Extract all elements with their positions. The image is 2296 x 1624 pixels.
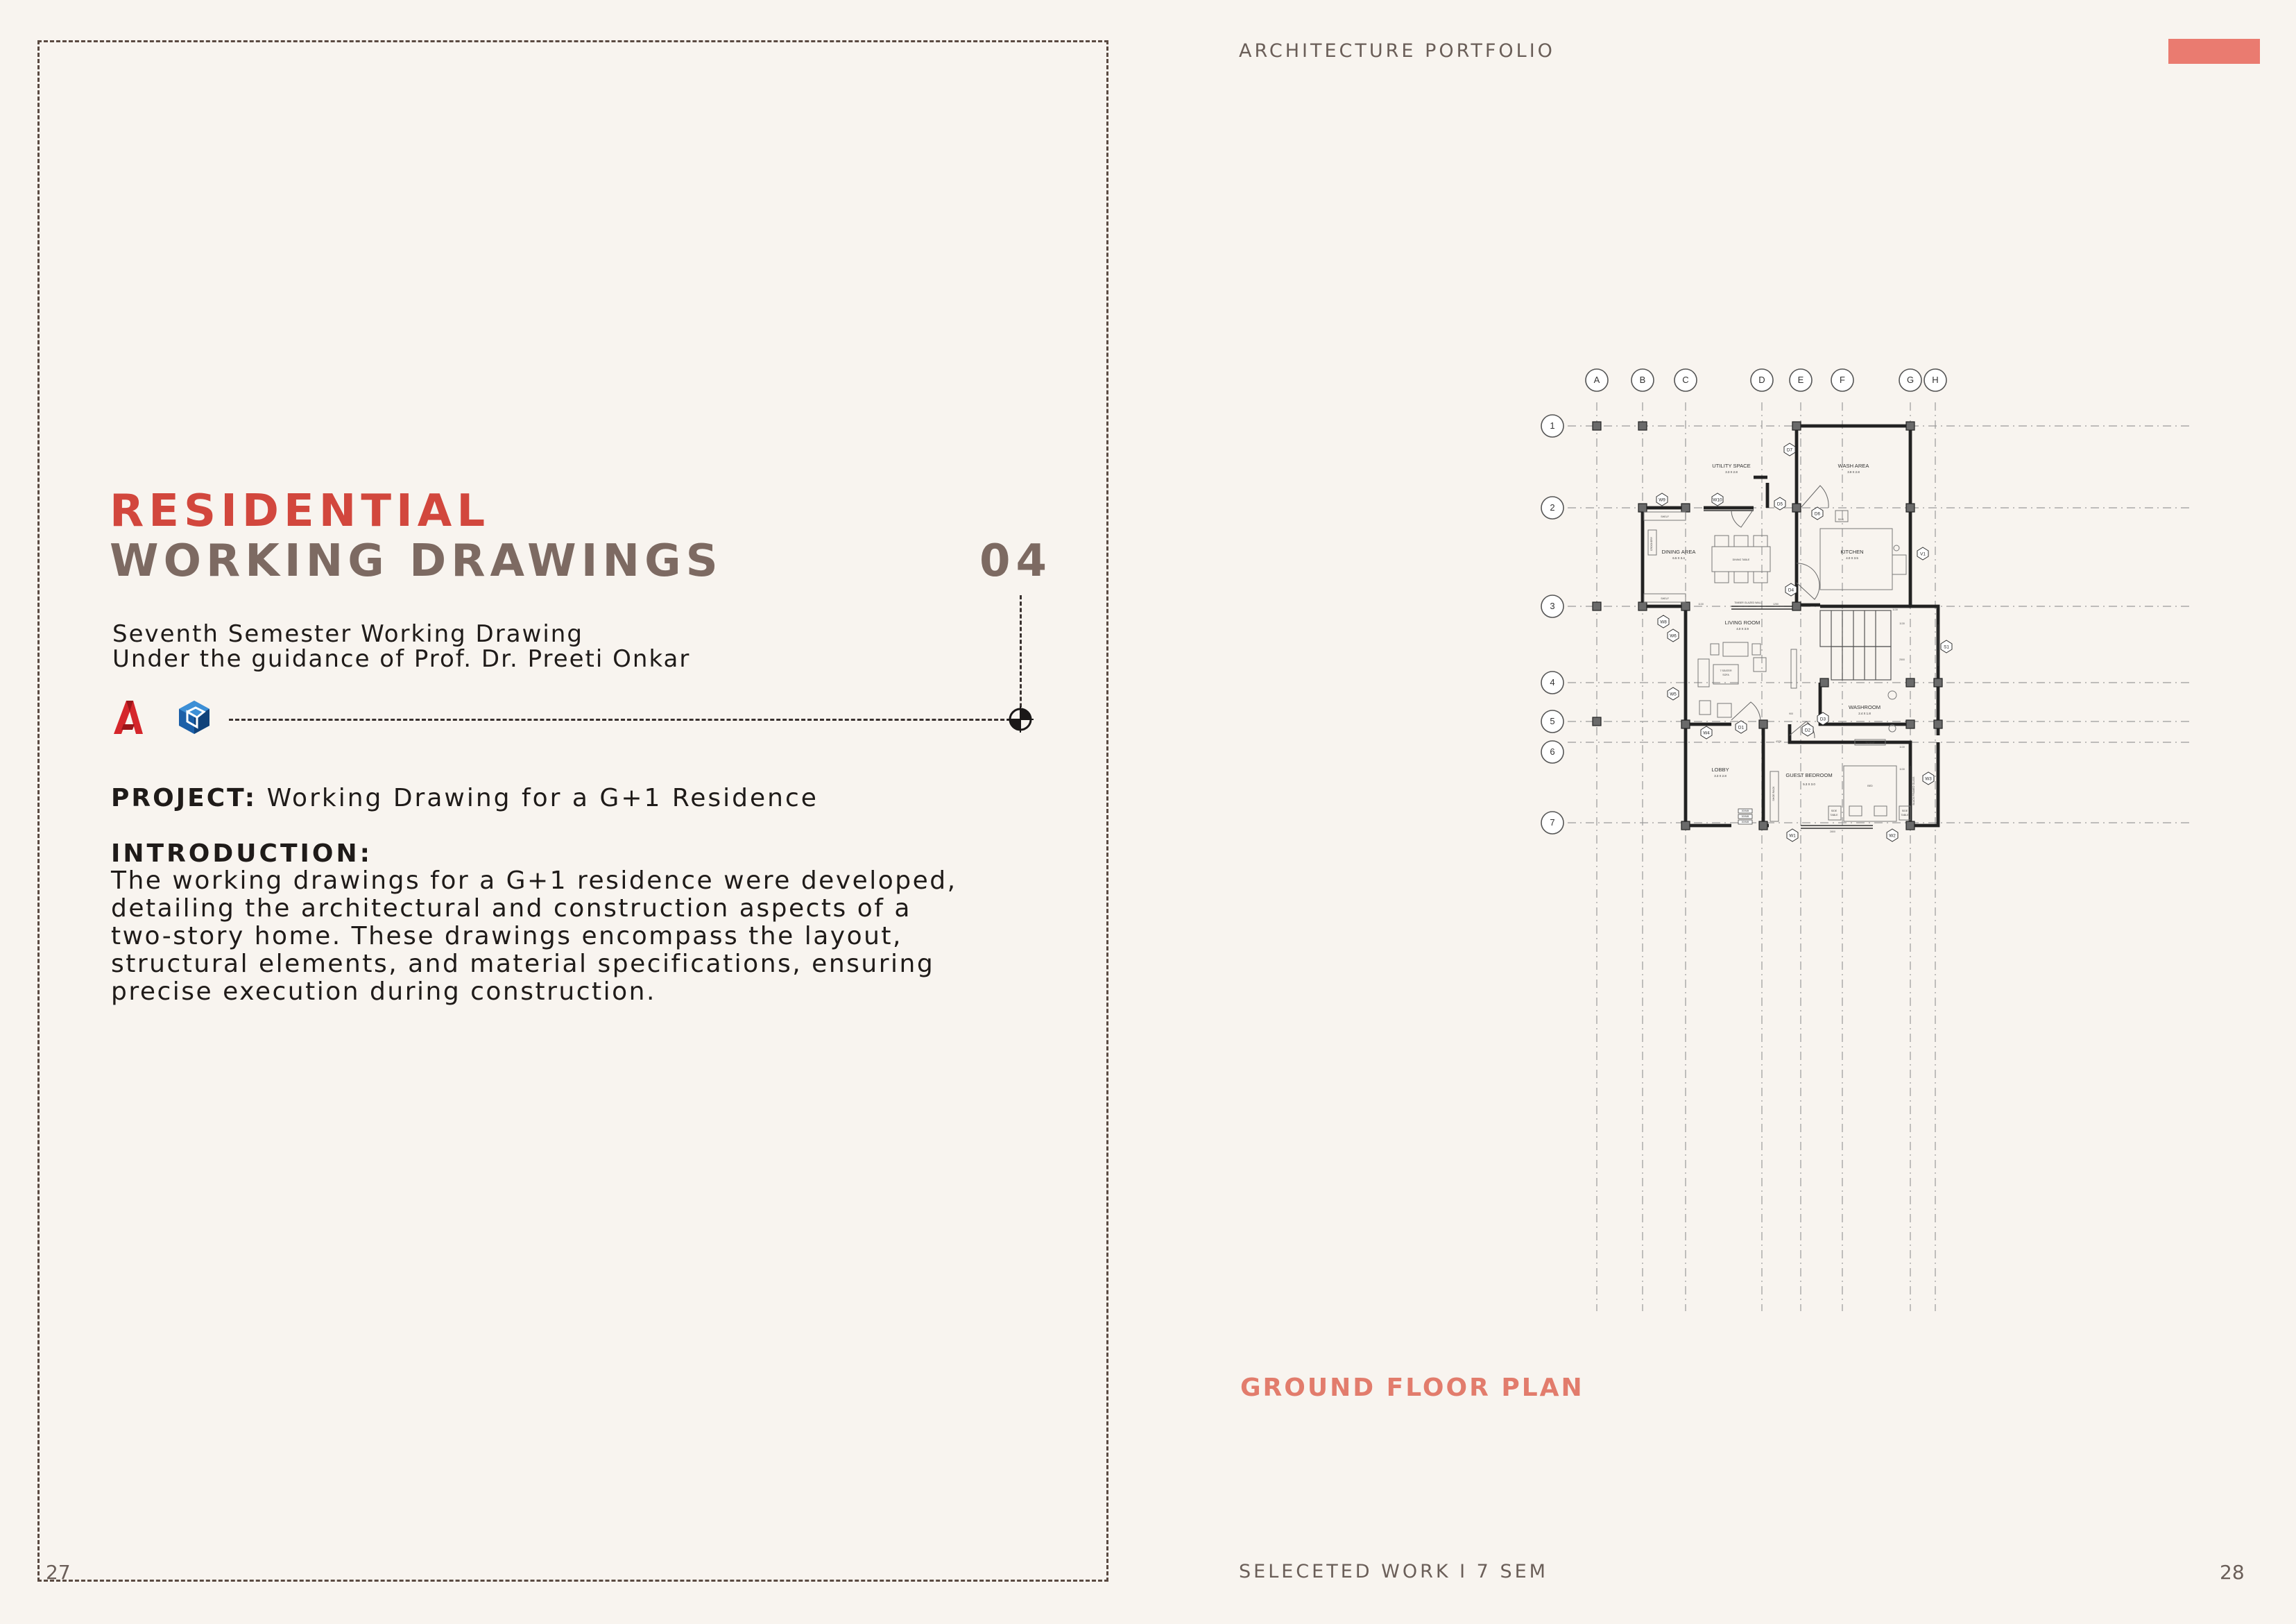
grid-label-1: 1	[1550, 420, 1555, 431]
grid-label-5: 5	[1550, 716, 1555, 726]
autocad-icon	[111, 698, 146, 737]
footer-label: SELECETED WORK I 7 SEM	[1239, 1561, 1548, 1582]
label-sink: SINK	[1837, 518, 1844, 521]
tag-label: D6	[1814, 511, 1821, 517]
label-side-table: TABLE	[1830, 814, 1838, 817]
step-label: 300MM	[1741, 821, 1749, 823]
grid-label-4: 4	[1550, 677, 1555, 687]
page-number-right: 28	[2220, 1561, 2245, 1584]
grid-lines	[1568, 402, 2192, 1311]
portfolio-header-label: ARCHITECTURE PORTFOLIO	[1239, 40, 1555, 62]
intro-line: precise execution during construction.	[111, 977, 656, 1006]
label-tv-unit: TV UNIT	[1865, 742, 1875, 744]
label-side-table: SIDE	[1831, 810, 1837, 812]
tag-label: W1	[1789, 833, 1796, 839]
label-sofa: 7 SEATER	[1720, 669, 1732, 672]
staircase	[1820, 610, 1891, 680]
label-side-table: TABLE	[1901, 814, 1909, 817]
tag-label: D1	[1738, 725, 1745, 730]
subtitle-guidance: Under the guidance of Prof. Dr. Preeti Onkar	[112, 645, 691, 673]
room-size: 2.4 X 1.8	[1858, 712, 1871, 715]
room-name: WASH AREA	[1837, 463, 1869, 469]
target-marker-icon	[1007, 706, 1034, 733]
label-timber-glazed-wall: TIMBER GLAZED WALL	[1734, 601, 1762, 604]
project-number: 04	[979, 536, 1053, 587]
dimension: 1130	[1698, 603, 1704, 606]
tag-label: D4	[1788, 588, 1794, 593]
dimension: 1130	[1899, 622, 1905, 625]
ground-floor-plan	[1179, 250, 2192, 1346]
grid-label-h: H	[1932, 375, 1939, 385]
label-bed: BED	[1867, 785, 1873, 787]
intro-line: detailing the architectural and construction aspects of a	[111, 894, 911, 923]
room-name: DINING AREA	[1661, 549, 1696, 555]
leader-line-horizontal	[229, 719, 1017, 721]
grid-label-b: B	[1639, 375, 1646, 385]
label-side-table: SIDE	[1901, 810, 1908, 812]
label-crockery: CROCKERY	[1650, 536, 1653, 552]
tag-label: W8	[1660, 619, 1667, 625]
dimension: 900	[1789, 712, 1793, 715]
entrance-steps	[1738, 809, 1752, 824]
label-shelf: SHELF	[1661, 515, 1669, 518]
grid-label-g: G	[1906, 375, 1914, 385]
room-size: 4.0 X 3.9	[1736, 627, 1749, 631]
label-black-glass: BLACK FRAMED GLASS	[1912, 776, 1915, 805]
dimension: 2500	[1899, 658, 1905, 661]
intro-line: The working drawings for a G+1 residence were developed,	[111, 866, 957, 895]
room-name: KITCHEN	[1840, 549, 1864, 555]
title-working-drawings: WORKING DRAWINGS	[110, 536, 723, 587]
tag-label: D3	[1819, 717, 1826, 722]
page-number-left: 27	[46, 1561, 71, 1584]
tag-label: D7	[1786, 447, 1793, 453]
grid-label-7: 7	[1550, 817, 1555, 828]
introduction-heading: INTRODUCTION:	[111, 839, 373, 868]
accent-bar	[2168, 39, 2260, 64]
tag-label: W5	[1670, 692, 1677, 697]
tag-label: W2	[1889, 833, 1896, 839]
tag-label: S1	[1944, 644, 1949, 650]
bed	[1844, 766, 1896, 821]
dimension: 1130	[1899, 746, 1905, 749]
grid-label-d: D	[1758, 375, 1765, 385]
label-sofa: SOFA	[1722, 674, 1729, 676]
dimension: 1250	[1773, 603, 1779, 606]
label-shelf: SHELF	[1661, 597, 1669, 600]
grid-label-3: 3	[1550, 601, 1555, 611]
sketchup-icon	[176, 698, 212, 737]
grid-label-f: F	[1840, 375, 1845, 385]
project-value: Working Drawing for a G+1 Residence	[266, 784, 819, 812]
tag-label: W4	[1703, 730, 1710, 736]
room-name: GUEST BEDROOM	[1785, 772, 1833, 778]
dimension: 4378	[1776, 740, 1781, 743]
tag-label: D5	[1776, 502, 1783, 507]
grid-label-e: E	[1797, 375, 1804, 385]
room-size: 3.3 X 2.8	[1725, 470, 1738, 474]
room-name: LOBBY	[1711, 767, 1729, 773]
doors	[1731, 486, 1828, 738]
room-size: 6.5 X 3.4	[1672, 556, 1685, 560]
grid-label-c: C	[1682, 375, 1689, 385]
leader-line-vertical	[1020, 595, 1022, 720]
subtitle-semester: Seventh Semester Working Drawing	[112, 620, 583, 648]
label-shoe-rack: SHOE RACK	[1772, 786, 1775, 801]
room-size: 5.3 X 3.0	[1803, 783, 1815, 786]
intro-line: structural elements, and material specifications, ensuring	[111, 950, 935, 978]
intro-line: two-story home. These drawings encompass the layout,	[111, 922, 902, 950]
room-name: UTILITY SPACE	[1712, 463, 1751, 469]
dimension-labels	[1698, 603, 1905, 833]
tag-label: V1	[1920, 552, 1926, 557]
tag-label: W3	[1925, 776, 1932, 782]
opening-tags	[1656, 443, 1952, 841]
room-size: 3.9 X 2.8	[1847, 470, 1860, 474]
room-size: 3.3 X 2.8	[1714, 774, 1727, 778]
room-name: LIVING ROOM	[1724, 619, 1760, 626]
plan-caption: GROUND FLOOR PLAN	[1240, 1374, 1584, 1402]
tag-label: W6	[1670, 633, 1677, 639]
dimension: 2800	[1830, 830, 1835, 833]
dimension: 1130	[1892, 608, 1898, 611]
grid-label-2: 2	[1550, 502, 1555, 513]
title-residential: RESIDENTIAL	[110, 486, 490, 537]
room-name: WASHROOM	[1848, 704, 1881, 710]
label-dining-table: DINING TABLE	[1732, 558, 1750, 561]
subtitle	[112, 622, 690, 672]
project-label: PROJECT:	[111, 784, 257, 812]
sofa-main	[1723, 642, 1748, 656]
dimension: 1130	[1899, 768, 1905, 771]
room-size: 4.0 X 3.5	[1846, 556, 1858, 560]
grid-label-a: A	[1593, 375, 1600, 385]
tag-label: W9	[1659, 497, 1665, 503]
grid-label-6: 6	[1550, 746, 1555, 757]
step-label: 300MM	[1741, 810, 1749, 812]
step-label: 300MM	[1741, 815, 1749, 818]
project-line	[111, 784, 819, 812]
tag-label: D2	[1804, 728, 1811, 733]
tag-label: W10	[1713, 497, 1722, 503]
introduction-body	[111, 867, 999, 1006]
